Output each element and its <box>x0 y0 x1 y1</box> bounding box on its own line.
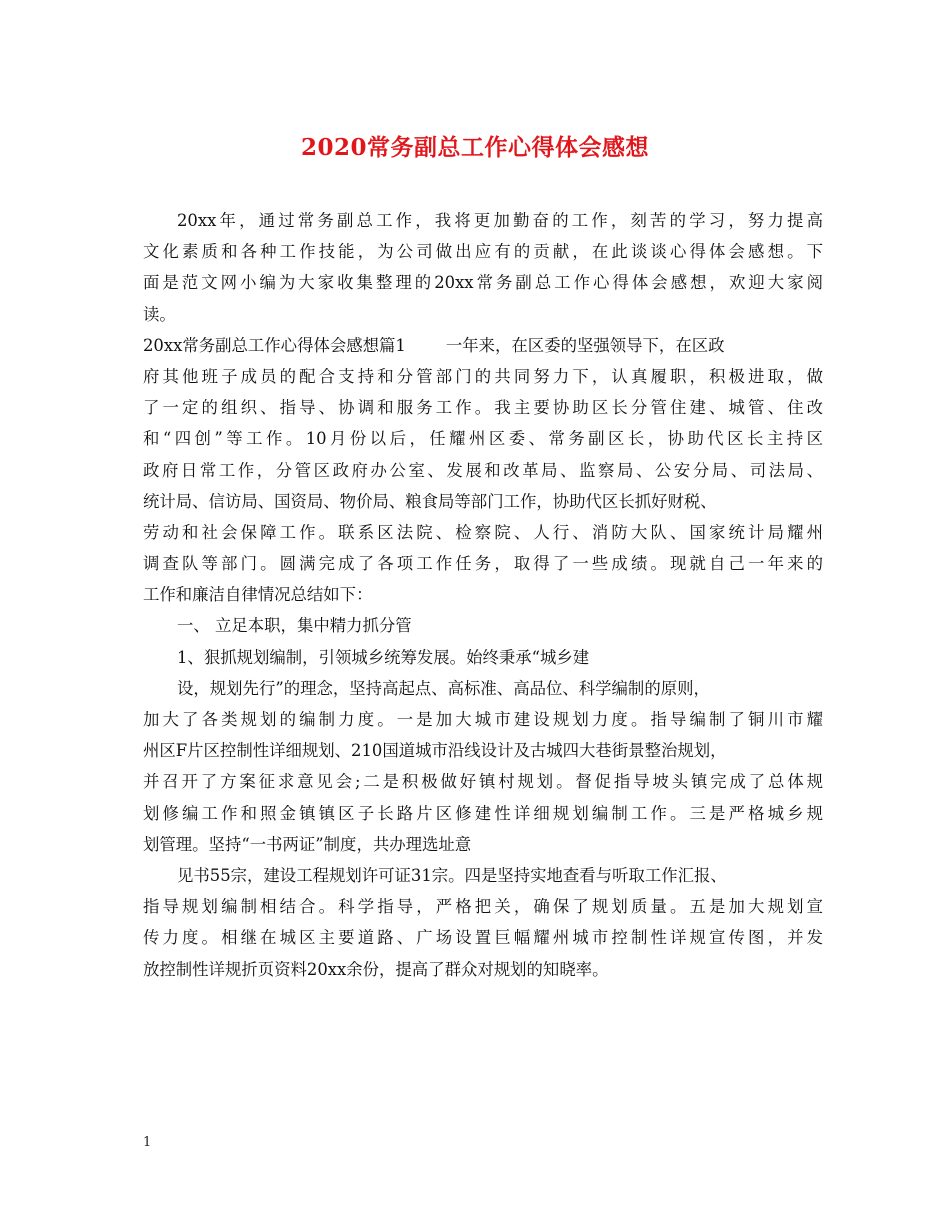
paragraph-line: 20xx年，通过常务副总工作，我将更加勤奋的工作，刻苦的学习，努力提高 <box>177 211 823 230</box>
subsection-heading: 一、 立足本职，集中精力抓分管 <box>177 616 412 636</box>
paragraph-line: 放控制性详规折页资料20xx余份，提高了群众对规划的知晓率。 <box>143 959 609 979</box>
paragraph-line: 统计局、信访局、国资局、物价局、粮食局等部门工作，协助代区长抓好财税、 <box>143 491 717 511</box>
paragraph-line: 政府日常工作，分管区政府办公室、发展和改革局、监察局、公安分局、司法局、 <box>143 460 823 480</box>
paragraph-line: 划管理。坚持“一书两证”制度，共办理选址意 <box>143 834 472 854</box>
paragraph-line: 传力度。相继在城区主要道路、广场设置巨幅耀州城市控制性详规宣传图，并发 <box>143 928 823 948</box>
paragraph-line: 和“四创”等工作。10月份以后，任耀州区委、常务副区长，协助代区长主持区 <box>143 429 823 449</box>
paragraph-line: 劳动和社会保障工作。联系区法院、检察院、人行、消防大队、国家统计局耀州 <box>143 522 823 542</box>
paragraph-line: 加大了各类规划的编制力度。一是加大城市建设规划力度。指导编制了铜川市耀 <box>143 710 823 729</box>
paragraph-line: 见书55宗，建设工程规划许可证31宗。四是坚持实地查看与听取工作汇报、 <box>177 865 727 885</box>
paragraph-line: 府其他班子成员的配合支持和分管部门的共同努力下，认真履职，积极进取，做 <box>143 366 823 386</box>
document-title: 2020常务副总工作心得体会感想 <box>300 134 649 161</box>
paragraph-line: 文化素质和各种工作技能，为公司做出应有的贡献，在此谈谈心得体会感想。下 <box>143 242 823 262</box>
paragraph-line: 1、狠抓规划编制，引领城乡统筹发展。始终秉承“城乡建 <box>177 647 590 667</box>
paragraph-line: 面是范文网小编为大家收集整理的20xx常务副总工作心得体会感想，欢迎大家阅 <box>143 273 823 293</box>
document-body <box>143 205 823 985</box>
paragraph-line: 调查队等部门。圆满完成了各项工作任务，取得了一些成绩。现就自己一年来的 <box>143 554 823 574</box>
paragraph-line: 划修编工作和照金镇镇区子长路片区修建性详细规划编制工作。三是严格城乡规 <box>143 803 823 823</box>
paragraph-line: 了一定的组织、指导、协调和服务工作。我主要协助区长分管住建、城管、住改 <box>143 398 823 418</box>
section-heading-line <box>143 330 823 361</box>
page-number: 1 <box>143 1135 152 1150</box>
paragraph-line: 州区F片区控制性详细规划、210国道城市沿线设计及古城四大巷街景整治规划， <box>143 741 727 761</box>
paragraph-text: 一年来，在区委的坚强领导下，在区政 <box>445 335 725 355</box>
paragraph-line: 并召开了方案征求意见会;二是积极做好镇村规划。督促指导坡头镇完成了总体规 <box>143 772 823 792</box>
paragraph-line: 设，规划先行”的理念，坚持高起点、高标准、高品位、科学编制的原则， <box>177 678 710 698</box>
paragraph-line: 读。 <box>143 304 176 324</box>
paragraph-line: 指导规划编制相结合。科学指导，严格把关，确保了规划质量。五是加大规划宣 <box>143 897 823 917</box>
paragraph-line: 工作和廉洁自律情况总结如下： <box>143 585 373 605</box>
section-heading: 20xx常务副总工作心得体会感想篇1 <box>143 335 406 355</box>
